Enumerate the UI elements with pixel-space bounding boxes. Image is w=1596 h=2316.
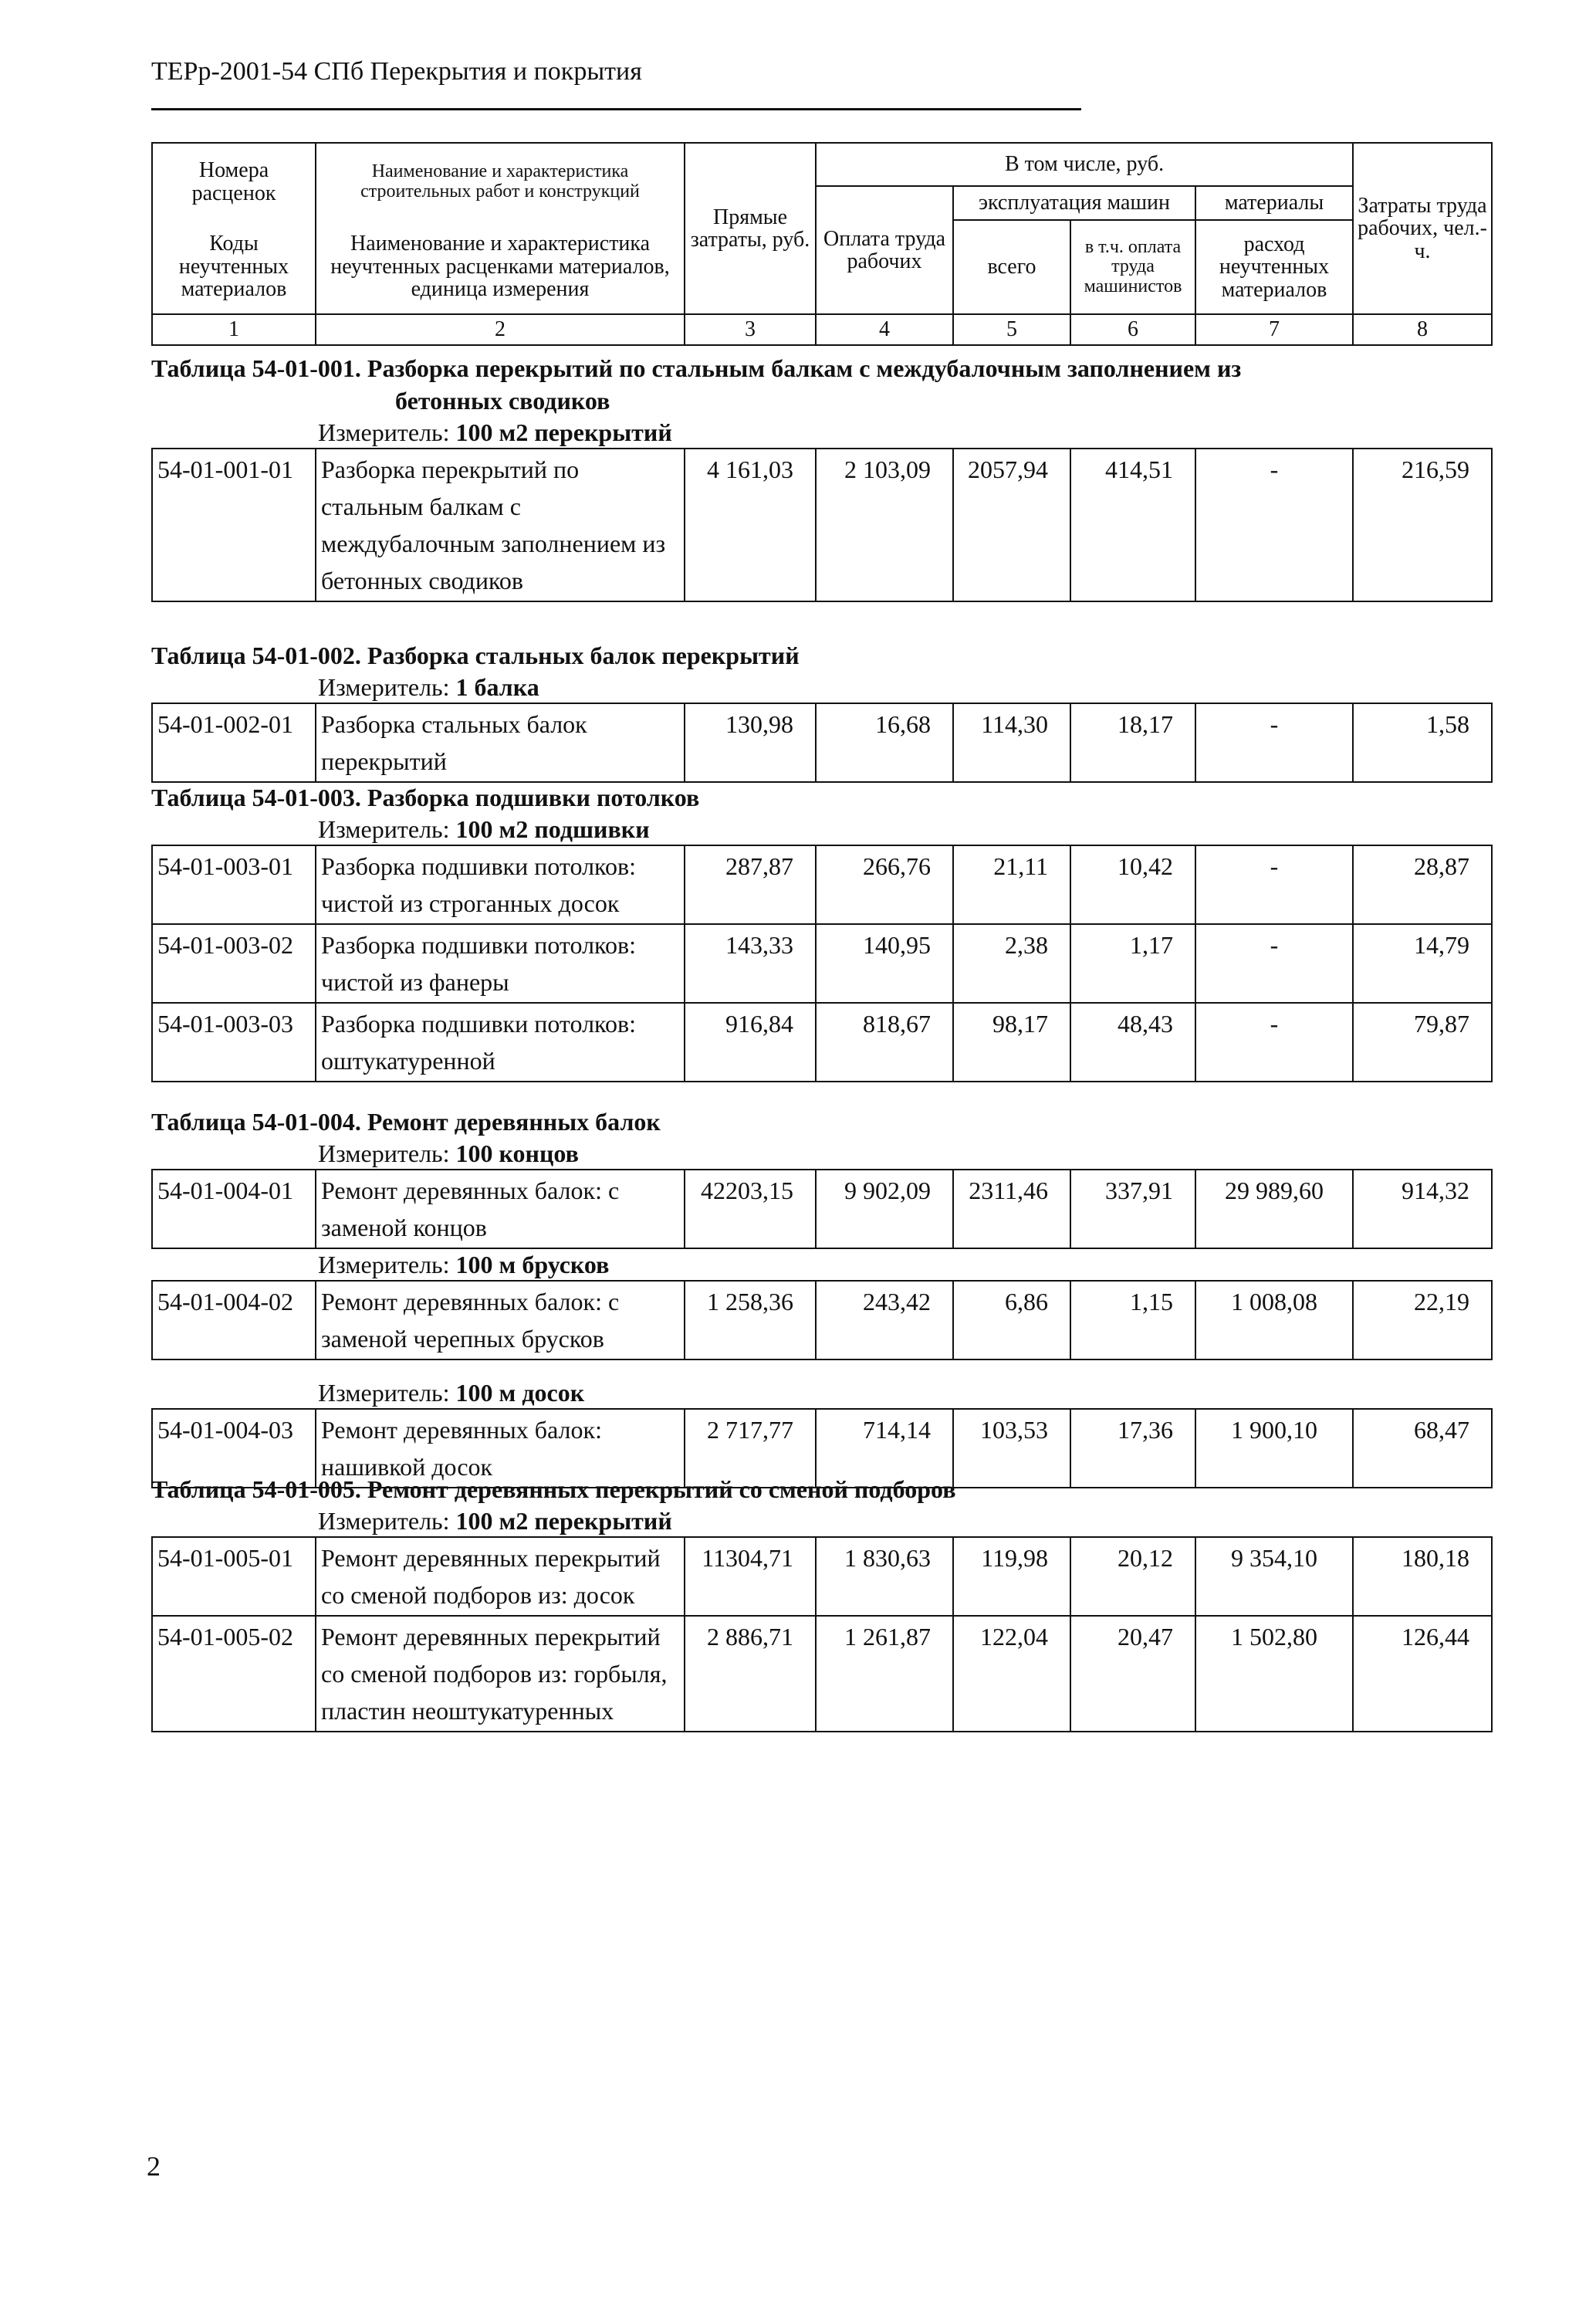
machine-labor: 414,51	[1070, 449, 1195, 601]
labor-cost: 9 902,09	[816, 1170, 953, 1248]
labor-cost: 266,76	[816, 845, 953, 924]
rate-name: Ремонт деревянных балок: с заменой черепных брусков	[316, 1281, 685, 1359]
direct-cost: 4 161,03	[685, 449, 816, 601]
section-54-01-004	[151, 1106, 1469, 1488]
section-title: Таблица 54-01-002. Разборка стальных балок перекрытий	[151, 642, 800, 669]
measure-line	[151, 1505, 1459, 1536]
rates-table	[151, 1280, 1493, 1360]
labor-cost: 818,67	[816, 1003, 953, 1082]
rate-code: 54-01-003-02	[152, 924, 316, 1003]
col-num-1: 1	[152, 314, 316, 345]
rate-code: 54-01-003-03	[152, 1003, 316, 1082]
col-num-4: 4	[816, 314, 953, 345]
materials-cost: -	[1195, 924, 1353, 1003]
machine-total: 21,11	[953, 845, 1070, 924]
machine-total: 122,04	[953, 1616, 1070, 1732]
measure-unit: 100 м2 перекрытий	[455, 418, 672, 446]
section-54-01-005	[151, 1473, 1469, 1732]
measure-label: Измеритель:	[318, 1139, 450, 1167]
labor-hours: 68,47	[1353, 1409, 1492, 1488]
labor-hours: 79,87	[1353, 1003, 1492, 1082]
machine-labor: 17,36	[1070, 1409, 1195, 1488]
table-row	[152, 1170, 1492, 1248]
section-title: Таблица 54-01-004. Ремонт деревянных балок	[151, 1108, 661, 1136]
col3-label: Прямые затраты, руб.	[685, 143, 816, 314]
col2-bottom-label: Наименование и характеристика неучтенных расценками материалов, единица измерения	[316, 220, 685, 314]
machine-total: 114,30	[953, 703, 1070, 782]
section-54-01-001	[151, 352, 1469, 602]
materials-cost: -	[1195, 845, 1353, 924]
materials-cost: -	[1195, 1003, 1353, 1082]
rate-code: 54-01-004-01	[152, 1170, 316, 1248]
labor-cost: 140,95	[816, 924, 953, 1003]
materials-cost: -	[1195, 449, 1353, 601]
machine-total: 6,86	[953, 1281, 1070, 1359]
machines-label: эксплуатация машин	[953, 186, 1195, 220]
col-num-3: 3	[685, 314, 816, 345]
labor-cost: 2 103,09	[816, 449, 953, 601]
direct-cost: 2 886,71	[685, 1616, 816, 1732]
table-row	[152, 845, 1492, 924]
table-row	[152, 1537, 1492, 1616]
rate-name: Разборка подшивки потолков: оштукатуренной	[316, 1003, 685, 1082]
machine-total: 119,98	[953, 1537, 1070, 1616]
section-title-text: Таблица 54-01-001. Разборка перекрытий по стальным балкам с междубалочным заполнением из	[151, 354, 1242, 382]
col5-label: всего	[953, 220, 1070, 314]
measure-label: Измеритель:	[318, 418, 450, 446]
measure-label: Измеритель:	[318, 1507, 450, 1535]
labor-cost: 1 261,87	[816, 1616, 953, 1732]
machine-total: 98,17	[953, 1003, 1070, 1082]
rate-name: Разборка перекрытий по стальным балкам с междубалочным заполнением из бетонных сводиков	[316, 449, 685, 601]
direct-cost: 1 258,36	[685, 1281, 816, 1359]
rate-code: 54-01-005-01	[152, 1537, 316, 1616]
labor-cost: 1 830,63	[816, 1537, 953, 1616]
table-row	[152, 1616, 1492, 1732]
measure-label: Измеритель:	[318, 673, 450, 701]
section-title	[151, 352, 1459, 417]
header-rule	[151, 108, 1081, 110]
machine-labor: 1,17	[1070, 924, 1195, 1003]
col-num-6: 6	[1070, 314, 1195, 345]
labor-cost: 714,14	[816, 1409, 953, 1488]
section-title: Таблица 54-01-003. Разборка подшивки потолков	[151, 784, 700, 811]
table-row	[152, 924, 1492, 1003]
col-num-7: 7	[1195, 314, 1353, 345]
labor-hours: 22,19	[1353, 1281, 1492, 1359]
machine-labor: 337,91	[1070, 1170, 1195, 1248]
table-row	[152, 703, 1492, 782]
rates-table	[151, 1169, 1493, 1249]
measure-unit: 100 м2 перекрытий	[455, 1507, 672, 1535]
materials-cost: 1 900,10	[1195, 1409, 1353, 1488]
rate-code: 54-01-004-03	[152, 1409, 316, 1488]
measure-unit: 100 м досок	[455, 1379, 585, 1407]
col4-label: Оплата труда рабочих	[816, 186, 953, 314]
table-header	[151, 142, 1493, 346]
measure-unit: 100 м брусков	[455, 1251, 610, 1278]
rates-table	[151, 703, 1493, 783]
direct-cost: 916,84	[685, 1003, 816, 1082]
machine-labor: 18,17	[1070, 703, 1195, 782]
rates-table	[151, 845, 1493, 1082]
page-number: 2	[147, 2151, 161, 2182]
rate-name: Ремонт деревянных перекрытий со сменой подборов из: досок	[316, 1537, 685, 1616]
measure-line	[151, 814, 1459, 845]
rate-name: Разборка стальных балок перекрытий	[316, 703, 685, 782]
table-row	[152, 1281, 1492, 1359]
direct-cost: 130,98	[685, 703, 816, 782]
rate-name: Ремонт деревянных перекрытий со сменой подборов из: горбыля, пластин неоштукатуренных	[316, 1616, 685, 1732]
machine-labor: 20,12	[1070, 1537, 1195, 1616]
materials-cost: 1 008,08	[1195, 1281, 1353, 1359]
labor-cost: 243,42	[816, 1281, 953, 1359]
col-num-2: 2	[316, 314, 685, 345]
materials-cost: 29 989,60	[1195, 1170, 1353, 1248]
labor-hours: 1,58	[1353, 703, 1492, 782]
rate-code: 54-01-003-01	[152, 845, 316, 924]
col1-bottom-label: Коды неучтенных материалов	[152, 220, 316, 314]
rate-name: Ремонт деревянных балок: нашивкой досок	[316, 1409, 685, 1488]
measure-line	[151, 417, 1459, 448]
measure-unit: 100 м2 подшивки	[455, 815, 650, 843]
materials-cost: 1 502,80	[1195, 1616, 1353, 1732]
measure-label: Измеритель:	[318, 815, 450, 843]
section-title: Таблица 54-01-005. Ремонт деревянных перекрытий со сменой подборов	[151, 1475, 956, 1503]
rate-name: Ремонт деревянных балок: с заменой концов	[316, 1170, 685, 1248]
incl-label: В том числе, руб.	[816, 143, 1353, 186]
section-54-01-003	[151, 781, 1469, 1082]
rates-table	[151, 448, 1493, 602]
measure-unit: 100 концов	[455, 1139, 579, 1167]
rate-name: Разборка подшивки потолков: чистой из строганных досок	[316, 845, 685, 924]
col8-label: Затраты труда рабочих, чел.-ч.	[1353, 143, 1492, 314]
labor-cost: 16,68	[816, 703, 953, 782]
measure-line	[151, 1249, 1459, 1280]
measure-label: Измеритель:	[318, 1379, 450, 1407]
labor-hours: 126,44	[1353, 1616, 1492, 1732]
labor-hours: 180,18	[1353, 1537, 1492, 1616]
col6-label: в т.ч. оплата труда машинистов	[1070, 220, 1195, 314]
measure-line	[151, 1377, 1459, 1408]
materials-label: материалы	[1195, 186, 1353, 220]
direct-cost: 11304,71	[685, 1537, 816, 1616]
rates-table	[151, 1536, 1493, 1732]
measure-unit: 1 балка	[455, 673, 539, 701]
machine-total: 103,53	[953, 1409, 1070, 1488]
col-num-5: 5	[953, 314, 1070, 345]
measure-line	[151, 672, 1459, 703]
machine-labor: 20,47	[1070, 1616, 1195, 1732]
table-row	[152, 449, 1492, 601]
rate-code: 54-01-005-02	[152, 1616, 316, 1732]
machine-total: 2057,94	[953, 449, 1070, 601]
measure-label: Измеритель:	[318, 1251, 450, 1278]
machine-labor: 48,43	[1070, 1003, 1195, 1082]
direct-cost: 2 717,77	[685, 1409, 816, 1488]
labor-hours: 14,79	[1353, 924, 1492, 1003]
measure-line	[151, 1138, 1459, 1169]
rate-name: Разборка подшивки потолков: чистой из фанеры	[316, 924, 685, 1003]
labor-hours: 216,59	[1353, 449, 1492, 601]
machine-labor: 10,42	[1070, 845, 1195, 924]
machine-labor: 1,15	[1070, 1281, 1195, 1359]
col7-label: расход неучтенных материалов	[1195, 220, 1353, 314]
direct-cost: 42203,15	[685, 1170, 816, 1248]
rate-code: 54-01-004-02	[152, 1281, 316, 1359]
materials-cost: 9 354,10	[1195, 1537, 1353, 1616]
page-header-title: ТЕРр-2001-54 СПб Перекрытия и покрытия	[151, 57, 642, 86]
direct-cost: 287,87	[685, 845, 816, 924]
direct-cost: 143,33	[685, 924, 816, 1003]
col1-top-label: Номера расценок	[152, 143, 316, 220]
labor-hours: 28,87	[1353, 845, 1492, 924]
col2-top-label: Наименование и характеристика строительных работ и конструкций	[316, 143, 685, 220]
materials-cost: -	[1195, 703, 1353, 782]
machine-total: 2311,46	[953, 1170, 1070, 1248]
machine-total: 2,38	[953, 924, 1070, 1003]
section-54-01-002	[151, 639, 1469, 783]
col-num-8: 8	[1353, 314, 1492, 345]
section-title-cont: бетонных сводиков	[395, 387, 610, 415]
rate-code: 54-01-001-01	[152, 449, 316, 601]
rate-code: 54-01-002-01	[152, 703, 316, 782]
table-row	[152, 1003, 1492, 1082]
labor-hours: 914,32	[1353, 1170, 1492, 1248]
